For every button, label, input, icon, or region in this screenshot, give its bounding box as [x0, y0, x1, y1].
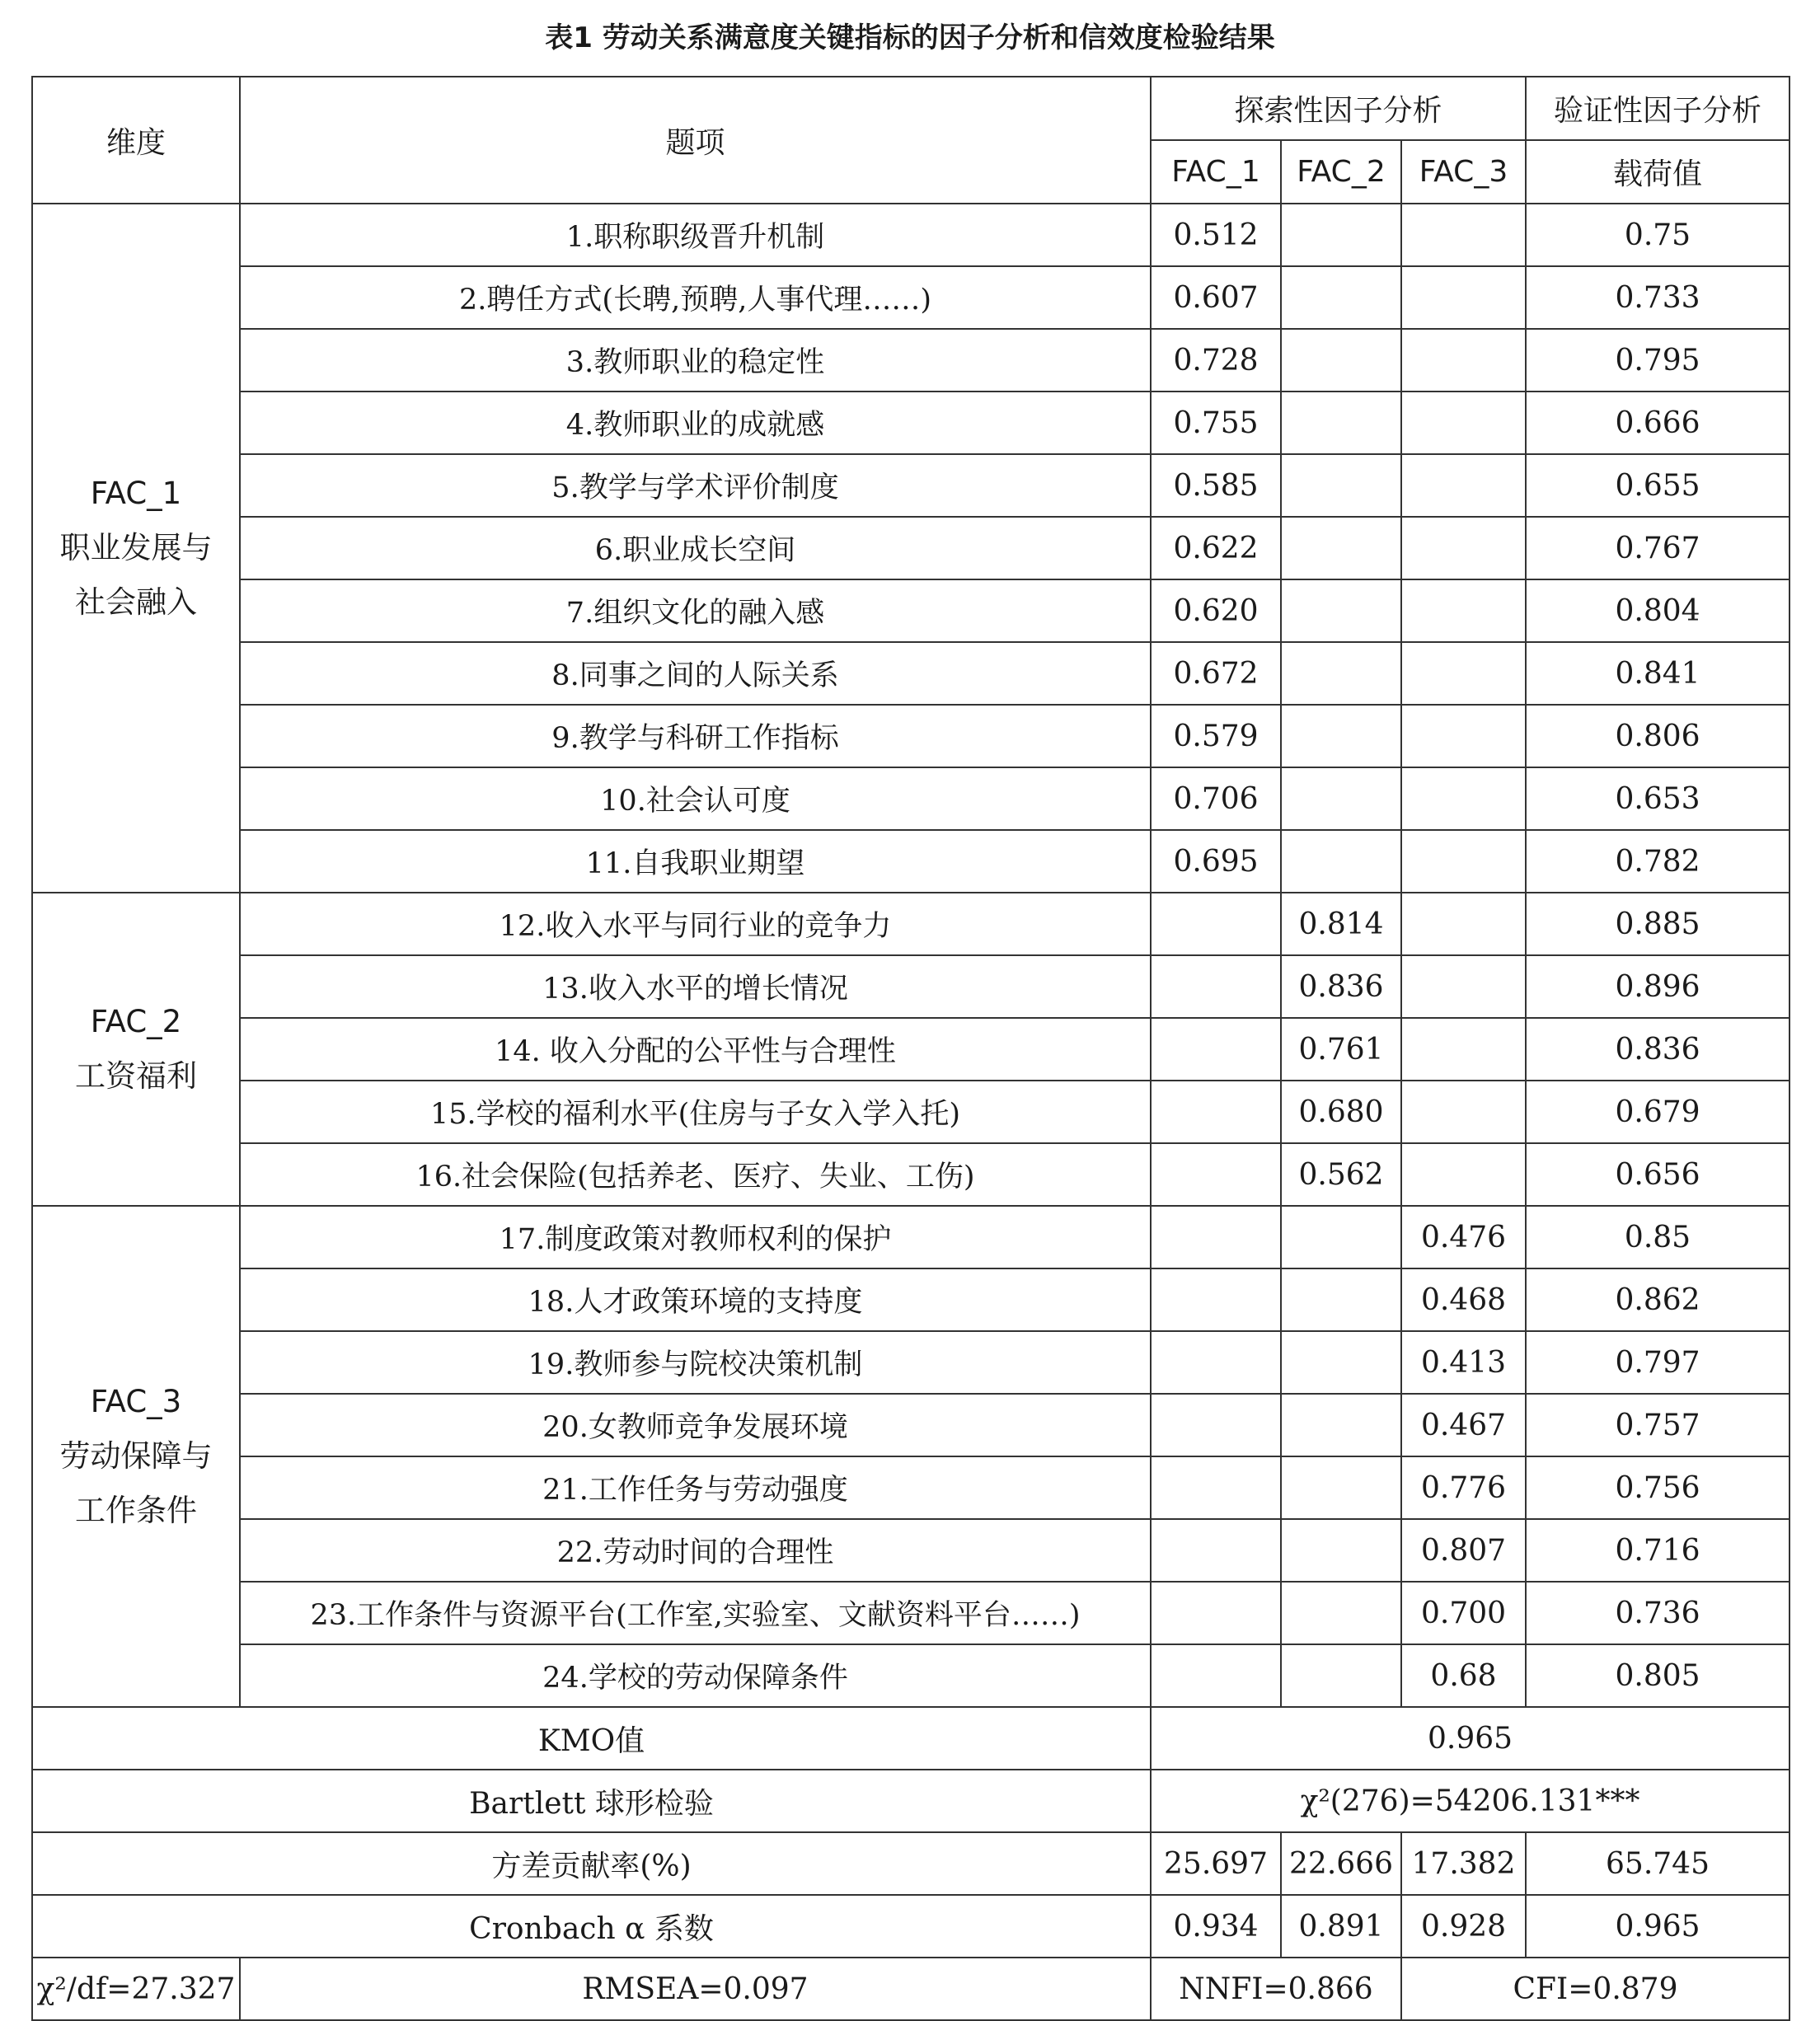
dimension-cell [32, 893, 240, 1206]
summary-row [32, 1832, 1790, 1895]
fac1-cell: 0.755 [1151, 392, 1281, 454]
fac1-cell: 0.706 [1151, 767, 1281, 830]
summary-row [32, 1770, 1790, 1832]
fac2-cell [1281, 329, 1401, 392]
item-cell: 21.工作任务与劳动强度 [240, 1456, 1151, 1519]
loading-cell: 0.655 [1526, 454, 1790, 517]
fac2-cell [1281, 705, 1401, 767]
fac1-cell [1151, 955, 1281, 1018]
fac1-cell [1151, 1081, 1281, 1143]
fac3-cell [1401, 579, 1526, 642]
loading-cell: 0.896 [1526, 955, 1790, 1018]
loading-cell: 0.797 [1526, 1331, 1790, 1394]
loading-cell: 0.841 [1526, 642, 1790, 705]
loading-cell: 0.757 [1526, 1394, 1790, 1456]
item-cell: 13.收入水平的增长情况 [240, 955, 1151, 1018]
table-row [32, 1143, 1790, 1206]
fac1-cell: 0.695 [1151, 830, 1281, 893]
dimension-name-line1: 工资福利 [75, 1058, 197, 1094]
table-row [32, 830, 1790, 893]
item-cell: 10.社会认可度 [240, 767, 1151, 830]
fac2-cell [1281, 1206, 1401, 1268]
variance-fac1: 25.697 [1151, 1832, 1281, 1895]
header-fac1: FAC_1 [1151, 140, 1281, 204]
fac3-cell: 0.476 [1401, 1206, 1526, 1268]
dimension-code: FAC_2 [90, 1004, 182, 1039]
header-cfa: 验证性因子分析 [1526, 77, 1790, 140]
header-item: 题项 [240, 77, 1151, 204]
item-cell: 9.教学与科研工作指标 [240, 705, 1151, 767]
fac1-cell [1151, 1394, 1281, 1456]
fac1-cell: 0.672 [1151, 642, 1281, 705]
variance-fac2: 22.666 [1281, 1832, 1401, 1895]
bartlett-label: Bartlett 球形检验 [32, 1770, 1151, 1832]
item-cell: 14. 收入分配的公平性与合理性 [240, 1018, 1151, 1081]
item-cell: 6.职业成长空间 [240, 517, 1151, 579]
table-row [32, 642, 1790, 705]
loading-cell: 0.862 [1526, 1268, 1790, 1331]
dimension-name-line2: 社会融入 [75, 584, 197, 620]
fac1-cell [1151, 1268, 1281, 1331]
table-row [32, 955, 1790, 1018]
table-row [32, 392, 1790, 454]
fac3-cell: 0.68 [1401, 1644, 1526, 1707]
loading-cell: 0.666 [1526, 392, 1790, 454]
fit-rmsea: RMSEA=0.097 [240, 1958, 1151, 2020]
header-fac2: FAC_2 [1281, 140, 1401, 204]
dimension-code: FAC_1 [90, 476, 182, 511]
table-row [32, 329, 1790, 392]
item-cell: 5.教学与学术评价制度 [240, 454, 1151, 517]
fac3-cell [1401, 1018, 1526, 1081]
item-cell: 12.收入水平与同行业的竞争力 [240, 893, 1151, 955]
item-cell: 7.组织文化的融入感 [240, 579, 1151, 642]
loading-cell: 0.733 [1526, 266, 1790, 329]
fac3-cell: 0.776 [1401, 1456, 1526, 1519]
table-row [32, 1644, 1790, 1707]
fac1-cell [1151, 1143, 1281, 1206]
fac3-cell [1401, 329, 1526, 392]
fac2-cell: 0.680 [1281, 1081, 1401, 1143]
table-row [32, 1456, 1790, 1519]
item-cell: 19.教师参与院校决策机制 [240, 1331, 1151, 1394]
table-row [32, 1331, 1790, 1394]
dimension-code: FAC_3 [90, 1384, 182, 1419]
table-row [32, 1394, 1790, 1456]
fac2-cell [1281, 517, 1401, 579]
table-row [32, 705, 1790, 767]
fac2-cell: 0.562 [1281, 1143, 1401, 1206]
cronbach-fac1: 0.934 [1151, 1895, 1281, 1958]
fac2-cell [1281, 642, 1401, 705]
item-cell: 8.同事之间的人际关系 [240, 642, 1151, 705]
loading-cell: 0.804 [1526, 579, 1790, 642]
item-cell: 22.劳动时间的合理性 [240, 1519, 1151, 1582]
loading-cell: 0.716 [1526, 1519, 1790, 1582]
item-cell: 11.自我职业期望 [240, 830, 1151, 893]
loading-cell: 0.656 [1526, 1143, 1790, 1206]
fac1-cell [1151, 1582, 1281, 1644]
table-row [32, 579, 1790, 642]
loading-cell: 0.836 [1526, 1018, 1790, 1081]
table-row [32, 266, 1790, 329]
fac1-cell [1151, 1519, 1281, 1582]
fac1-cell [1151, 1644, 1281, 1707]
fac3-cell: 0.468 [1401, 1268, 1526, 1331]
table-row [32, 893, 1790, 955]
fac2-cell [1281, 1331, 1401, 1394]
variance-total: 65.745 [1526, 1832, 1790, 1895]
fac1-cell [1151, 1018, 1281, 1081]
fit-cfi: CFI=0.879 [1401, 1958, 1790, 2020]
cronbach-total: 0.965 [1526, 1895, 1790, 1958]
fac3-cell [1401, 642, 1526, 705]
loading-cell: 0.75 [1526, 204, 1790, 266]
fac3-cell [1401, 392, 1526, 454]
dimension-name-line2: 工作条件 [75, 1493, 197, 1528]
fac1-cell [1151, 1331, 1281, 1394]
table-row [32, 767, 1790, 830]
loading-cell: 0.805 [1526, 1644, 1790, 1707]
loading-cell: 0.806 [1526, 705, 1790, 767]
item-cell: 17.制度政策对教师权利的保护 [240, 1206, 1151, 1268]
fac1-cell: 0.579 [1151, 705, 1281, 767]
fac2-cell [1281, 1268, 1401, 1331]
fac2-cell: 0.836 [1281, 955, 1401, 1018]
fac2-cell [1281, 266, 1401, 329]
table-row [32, 517, 1790, 579]
fac1-cell: 0.728 [1151, 329, 1281, 392]
item-cell: 4.教师职业的成就感 [240, 392, 1151, 454]
loading-cell: 0.885 [1526, 893, 1790, 955]
item-cell: 3.教师职业的稳定性 [240, 329, 1151, 392]
fac2-cell [1281, 579, 1401, 642]
loading-cell: 0.85 [1526, 1206, 1790, 1268]
header-efa: 探索性因子分析 [1151, 77, 1526, 140]
fac1-cell [1151, 1456, 1281, 1519]
table-row [32, 204, 1790, 266]
fac3-cell [1401, 517, 1526, 579]
table-title: 表1 劳动关系满意度关键指标的因子分析和信效度检验结果 [545, 21, 1275, 54]
fac2-cell [1281, 1394, 1401, 1456]
summary-row [32, 1895, 1790, 1958]
variance-fac3: 17.382 [1401, 1832, 1526, 1895]
fac3-cell: 0.807 [1401, 1519, 1526, 1582]
loading-cell: 0.756 [1526, 1456, 1790, 1519]
header-dimension: 维度 [32, 77, 240, 204]
fac3-cell [1401, 955, 1526, 1018]
fac3-cell [1401, 1081, 1526, 1143]
loading-cell: 0.653 [1526, 767, 1790, 830]
fac3-cell [1401, 204, 1526, 266]
cronbach-label: Cronbach α 系数 [32, 1895, 1151, 1958]
fac3-cell: 0.700 [1401, 1582, 1526, 1644]
kmo-value: 0.965 [1151, 1707, 1790, 1770]
table-row [32, 1268, 1790, 1331]
loading-cell: 0.679 [1526, 1081, 1790, 1143]
fac1-cell [1151, 1206, 1281, 1268]
fac2-cell: 0.814 [1281, 893, 1401, 955]
fac3-cell [1401, 830, 1526, 893]
cronbach-fac2: 0.891 [1281, 1895, 1401, 1958]
fac3-cell [1401, 1143, 1526, 1206]
fac3-cell: 0.467 [1401, 1394, 1526, 1456]
dimension-cell [32, 1206, 240, 1707]
loading-cell: 0.767 [1526, 517, 1790, 579]
fac3-cell: 0.413 [1401, 1331, 1526, 1394]
loading-cell: 0.795 [1526, 329, 1790, 392]
fac3-cell [1401, 266, 1526, 329]
fac2-cell [1281, 1456, 1401, 1519]
table-row [32, 1018, 1790, 1081]
header-loading: 载荷值 [1526, 140, 1790, 204]
fac2-cell [1281, 454, 1401, 517]
loading-cell: 0.736 [1526, 1582, 1790, 1644]
fac3-cell [1401, 767, 1526, 830]
item-cell: 1.职称职级晋升机制 [240, 204, 1151, 266]
fac1-cell: 0.585 [1151, 454, 1281, 517]
fac2-cell [1281, 1644, 1401, 1707]
fac2-cell [1281, 830, 1401, 893]
fac2-cell: 0.761 [1281, 1018, 1401, 1081]
fac2-cell [1281, 1519, 1401, 1582]
table-row [32, 1081, 1790, 1143]
fac1-cell: 0.607 [1151, 266, 1281, 329]
factor-analysis-table [31, 76, 1790, 2021]
fac2-cell [1281, 204, 1401, 266]
fit-chi-df: χ²/df=27.327 [32, 1958, 240, 2020]
fac3-cell [1401, 454, 1526, 517]
dimension-name-line1: 劳动保障与 [59, 1438, 213, 1474]
fac3-cell [1401, 705, 1526, 767]
table-row [32, 1519, 1790, 1582]
fac3-cell [1401, 893, 1526, 955]
item-cell: 15.学校的福利水平(住房与子女入学入托) [240, 1081, 1151, 1143]
summary-row [32, 1707, 1790, 1770]
variance-label: 方差贡献率(%) [32, 1832, 1151, 1895]
table-row [32, 454, 1790, 517]
item-cell: 23.工作条件与资源平台(工作室,实验室、文献资料平台……) [240, 1582, 1151, 1644]
cronbach-fac3: 0.928 [1401, 1895, 1526, 1958]
dimension-name-line1: 职业发展与 [59, 530, 213, 565]
loading-cell: 0.782 [1526, 830, 1790, 893]
fac2-cell [1281, 1582, 1401, 1644]
table-row [32, 1206, 1790, 1268]
fac1-cell [1151, 893, 1281, 955]
fac2-cell [1281, 392, 1401, 454]
item-cell: 20.女教师竞争发展环境 [240, 1394, 1151, 1456]
bartlett-value: χ²(276)=54206.131*** [1151, 1770, 1790, 1832]
item-cell: 16.社会保险(包括养老、医疗、失业、工伤) [240, 1143, 1151, 1206]
kmo-label: KMO值 [32, 1707, 1151, 1770]
fac1-cell: 0.512 [1151, 204, 1281, 266]
fac2-cell [1281, 767, 1401, 830]
item-cell: 2.聘任方式(长聘,预聘,人事代理……) [240, 266, 1151, 329]
table-row [32, 1582, 1790, 1644]
summary-row [32, 1958, 1790, 2020]
fac1-cell: 0.620 [1151, 579, 1281, 642]
item-cell: 24.学校的劳动保障条件 [240, 1644, 1151, 1707]
header-fac3: FAC_3 [1401, 140, 1526, 204]
dimension-cell [32, 204, 240, 893]
fac1-cell: 0.622 [1151, 517, 1281, 579]
fit-nnfi: NNFI=0.866 [1151, 1958, 1401, 2020]
item-cell: 18.人才政策环境的支持度 [240, 1268, 1151, 1331]
